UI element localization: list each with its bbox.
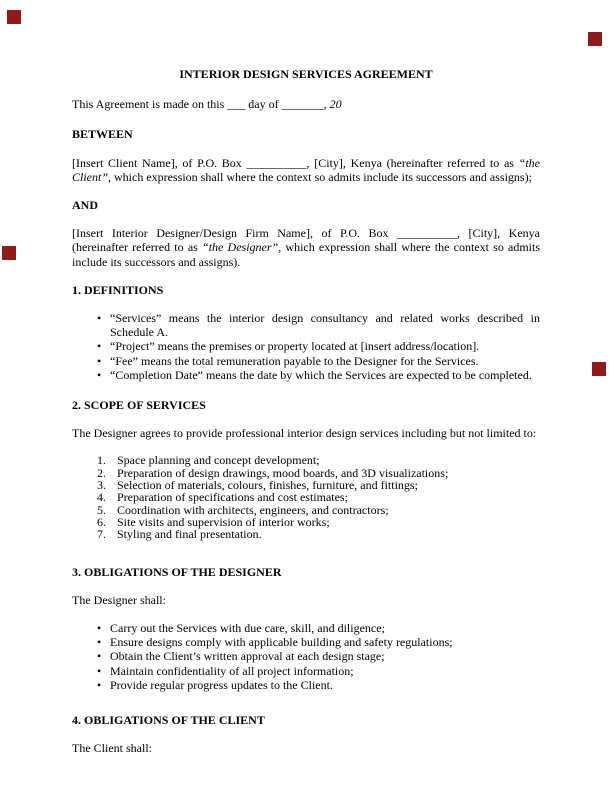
designer-clause xyxy=(72,226,540,269)
document-body xyxy=(72,67,540,769)
scope-item: Coordination with architects, engineers, and contractors; xyxy=(117,502,389,517)
annotation-marker-mid-right xyxy=(592,362,606,376)
scope-item: Preparation of specifications and cost estimates; xyxy=(117,490,348,505)
client-term: “the Client” xyxy=(72,155,540,184)
annotation-marker-top-left xyxy=(7,10,21,24)
annotation-marker-top-right xyxy=(588,32,602,46)
definition-item-completion-date: • “Completion Date” means the date by which the Services are expected to be completed. xyxy=(72,368,540,382)
obligation-item: • Obtain the Client’s written approval at each design stage; xyxy=(72,649,540,663)
designer-obligations-lead: The Designer shall: xyxy=(72,592,166,607)
date-line-text: This Agreement is made on this ___ day of _______, xyxy=(72,97,330,112)
scope-list xyxy=(72,454,540,540)
section-2-heading: 2. SCOPE OF SERVICES xyxy=(72,398,206,413)
scope-item: Site visits and supervision of interior works; xyxy=(117,514,330,529)
designer-term: “the Designer” xyxy=(202,240,279,255)
document-title: INTERIOR DESIGN SERVICES AGREEMENT xyxy=(179,67,433,81)
obligation-item: • Provide regular progress updates to the Client. xyxy=(72,678,540,692)
client-clause-post: , which expression shall where the context so admits include its successors and assigns); xyxy=(108,169,532,184)
scope-item: Selection of materials, colours, finishes, furniture, and fittings; xyxy=(117,478,418,493)
scope-item: Styling and final presentation. xyxy=(117,527,262,542)
section-3-heading: 3. OBLIGATIONS OF THE DESIGNER xyxy=(72,564,282,579)
and-heading: AND xyxy=(72,198,98,213)
scope-item: Space planning and concept development; xyxy=(117,453,320,468)
date-line-year: 20 xyxy=(329,97,342,112)
definitions-list xyxy=(72,311,540,382)
client-clause-pre: [Insert Client Name], of P.O. Box __________, [City], Kenya (hereinafter referred to as xyxy=(72,155,519,170)
definition-item-fee: • “Fee” means the total remuneration payable to the Designer for the Services. xyxy=(72,354,540,368)
section-4-heading: 4. OBLIGATIONS OF THE CLIENT xyxy=(72,712,265,727)
client-obligations-lead: The Client shall: xyxy=(72,741,152,756)
between-heading: BETWEEN xyxy=(72,127,133,142)
obligation-item: • Carry out the Services with due care, skill, and diligence; xyxy=(72,621,540,635)
client-clause xyxy=(72,156,540,184)
designer-clause-post: , which expression shall where the context so admits include its successors and assigns). xyxy=(72,240,541,269)
annotation-marker-mid-left xyxy=(2,246,16,260)
scope-lead: The Designer agrees to provide professional interior design services including but not limited to: xyxy=(72,426,537,441)
obligation-item: • Maintain confidentiality of all project information; xyxy=(72,664,540,678)
obligation-item: • Ensure designs comply with applicable building and safety regulations; xyxy=(72,635,540,649)
definition-item-services: • “Services” means the interior design consultancy and related works described in Schedule A. xyxy=(72,311,540,339)
scope-item: Preparation of design drawings, mood boards, and 3D visualizations; xyxy=(117,465,449,480)
designer-clause-pre: [Insert Interior Designer/Design Firm Name], of P.O. Box __________, [City], Kenya (hereinafter referred to as xyxy=(72,226,540,255)
designer-obligations-list xyxy=(72,621,540,692)
definition-item-project: • “Project” means the premises or property located at [insert address/location]. xyxy=(72,339,540,353)
section-1-heading: 1. DEFINITIONS xyxy=(72,282,164,297)
date-line xyxy=(72,97,540,111)
